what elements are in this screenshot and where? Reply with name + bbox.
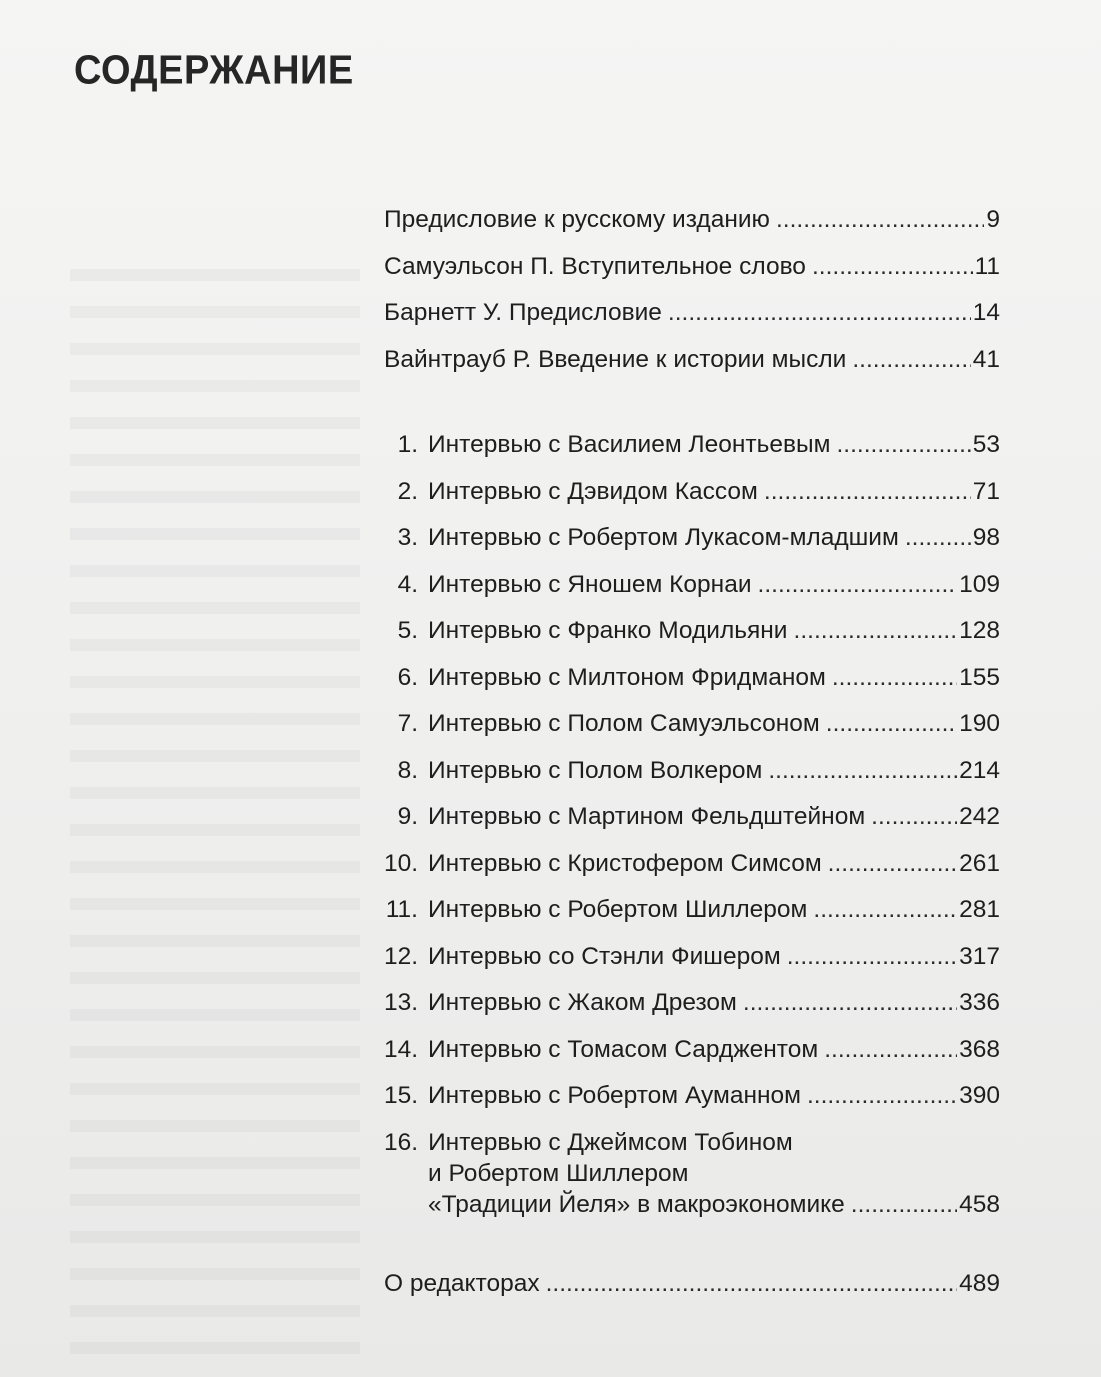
toc-entry-title: Интервью с Дэвидом Кассом (428, 477, 758, 505)
bleed-through-texture (70, 255, 360, 1375)
toc-entry-interview-9 (384, 797, 1000, 844)
dot-leader (776, 205, 984, 235)
dot-leader (807, 1081, 957, 1111)
toc-entry-number: 8. (397, 756, 418, 784)
toc-entry-number: 12. (384, 942, 419, 970)
toc-entry-number: 10. (384, 849, 419, 877)
toc-entry-number: 1. (397, 431, 418, 458)
dot-leader (758, 570, 958, 600)
dot-leader (836, 430, 970, 460)
toc-entry-interview-1 (384, 425, 1000, 472)
toc-entry-title: Интервью с Полом Самуэльсоном (428, 710, 820, 737)
toc-entry-interview-2 (384, 472, 1000, 519)
toc-entry-title: Интервью с Робертом Шиллером (428, 896, 808, 923)
dot-leader (812, 252, 973, 282)
toc-entry-subtitle: «Традиции Йеля» в макроэкономике (428, 1190, 845, 1218)
toc-entry-title: Интервью с Кристофером Симсом (428, 849, 822, 877)
toc-entry-number: 5. (397, 617, 418, 644)
toc-entry-page: 71 (972, 477, 1000, 505)
toc-entry-interview-6 (384, 658, 1000, 705)
toc-entry-interview-13 (384, 983, 1000, 1030)
toc-entry-page: 98 (972, 524, 1000, 551)
toc-entry-title: Вайнтрауб Р. Введение к истории мысли (384, 345, 847, 373)
toc-entry-about-editors (384, 1264, 1000, 1311)
toc-entry-interview-12 (384, 937, 1000, 984)
dot-leader (743, 988, 957, 1018)
dot-leader (668, 298, 971, 328)
toc-entry-number: 2. (397, 477, 418, 505)
toc-entry-title: Интервью с Джеймсом Тобином (428, 1128, 793, 1156)
toc-entry-interview-8 (384, 751, 1000, 798)
toc-entry-title: Интервью с Томасом Сарджентом (428, 1035, 819, 1063)
toc-entry-line (384, 1190, 1000, 1221)
page-title: СОДЕРЖАНИЕ (74, 48, 354, 94)
toc-entry-title: Интервью с Робертом Лукасом-младшим (428, 524, 899, 551)
toc-entry-page: 214 (959, 756, 1000, 784)
toc-entry-interview-11 (384, 890, 1000, 937)
section-gap (384, 386, 1000, 425)
toc-entry-samuelson-intro (384, 247, 1000, 294)
toc-entry-interview-10 (384, 844, 1000, 891)
toc-entry-interview-14 (384, 1030, 1000, 1077)
dot-leader (794, 616, 958, 646)
toc-entry-title: Интервью с Василием Леонтьевым (428, 431, 831, 458)
toc-entry-interview-5 (384, 611, 1000, 658)
toc-entry-title: Интервью со Стэнли Фишером (428, 942, 781, 970)
toc-entry-title: Самуэльсон П. Вступительное слово (384, 252, 806, 280)
toc-entry-title: Интервью с Робертом Ауманном (428, 1082, 801, 1109)
toc-entry-page: 14 (972, 299, 1000, 326)
toc-entry-page: 261 (959, 849, 1000, 877)
dot-leader (813, 895, 957, 925)
dot-leader (824, 1035, 957, 1065)
toc-entry-number: 9. (397, 803, 418, 830)
toc-entry-number: 14. (384, 1035, 419, 1063)
toc-entry-number: 3. (397, 524, 418, 551)
table-of-contents (384, 200, 1000, 1310)
dot-leader (828, 849, 957, 879)
toc-entry-page: 317 (959, 942, 1000, 970)
toc-entry-page: 242 (959, 803, 1000, 830)
toc-entry-title: Предисловие к русскому изданию (384, 206, 770, 233)
toc-entry-page: 489 (959, 1269, 1000, 1297)
toc-entry-page: 53 (972, 431, 1000, 458)
toc-entry-title: Интервью с Полом Волкером (428, 756, 763, 784)
toc-entry-title: Интервью с Мартином Фельдштейном (428, 803, 866, 830)
toc-entry-number: 6. (397, 663, 418, 691)
toc-entry-page: 390 (959, 1082, 1000, 1109)
toc-entry-number: 7. (397, 710, 418, 737)
toc-entry-title: Интервью с Жаком Дрезом (428, 989, 737, 1016)
dot-leader (832, 663, 957, 693)
dot-leader (871, 802, 957, 832)
toc-entry-line (384, 1159, 1000, 1190)
toc-entry-interview-15 (384, 1076, 1000, 1123)
dot-leader (764, 477, 971, 507)
toc-entry-interview-3 (384, 518, 1000, 565)
toc-entry-number: 15. (384, 1082, 419, 1109)
toc-entry-number: 11. (385, 896, 418, 923)
toc-entry-page: 336 (959, 989, 1000, 1016)
toc-entry-page: 9 (986, 206, 1000, 233)
toc-entry-page: 281 (959, 896, 1000, 923)
dot-leader (826, 709, 957, 739)
dot-leader (852, 345, 970, 375)
toc-entry-title: О редакторах (384, 1269, 540, 1297)
toc-entry-page: 155 (959, 663, 1000, 691)
toc-entry-page: 11 (974, 252, 1000, 280)
toc-entry-interview-16 (384, 1123, 1000, 1221)
toc-entry-page: 190 (959, 710, 1000, 737)
toc-entry-number: 13. (384, 989, 419, 1016)
toc-entry-number: 4. (397, 570, 418, 598)
toc-entry-preface-russian (384, 200, 1000, 247)
dot-leader (851, 1190, 957, 1220)
toc-entry-page: 109 (959, 570, 1000, 598)
toc-entry-barnett-preface (384, 293, 1000, 340)
dot-leader (787, 942, 957, 972)
toc-entry-weintraub-introduction (384, 340, 1000, 387)
dot-leader (768, 756, 957, 786)
toc-entry-page: 128 (959, 617, 1000, 644)
section-gap (384, 1221, 1000, 1264)
toc-entry-interview-4 (384, 565, 1000, 612)
toc-entry-interview-7 (384, 704, 1000, 751)
toc-entry-line (384, 1128, 1000, 1159)
toc-entry-page: 368 (959, 1035, 1000, 1063)
toc-entry-title: Интервью с Франко Модильяни (428, 617, 788, 644)
dot-leader (905, 523, 971, 553)
toc-entry-page: 458 (959, 1190, 1000, 1218)
toc-entry-title-continued: и Робертом Шиллером (428, 1159, 689, 1187)
toc-entry-title: Барнетт У. Предисловие (384, 299, 662, 326)
toc-entry-title: Интервью с Яношем Корнаи (428, 570, 752, 598)
toc-entry-title: Интервью с Милтоном Фридманом (428, 663, 826, 691)
dot-leader (546, 1269, 958, 1299)
toc-entry-page: 41 (972, 345, 1000, 373)
toc-entry-number: 16. (384, 1128, 419, 1156)
